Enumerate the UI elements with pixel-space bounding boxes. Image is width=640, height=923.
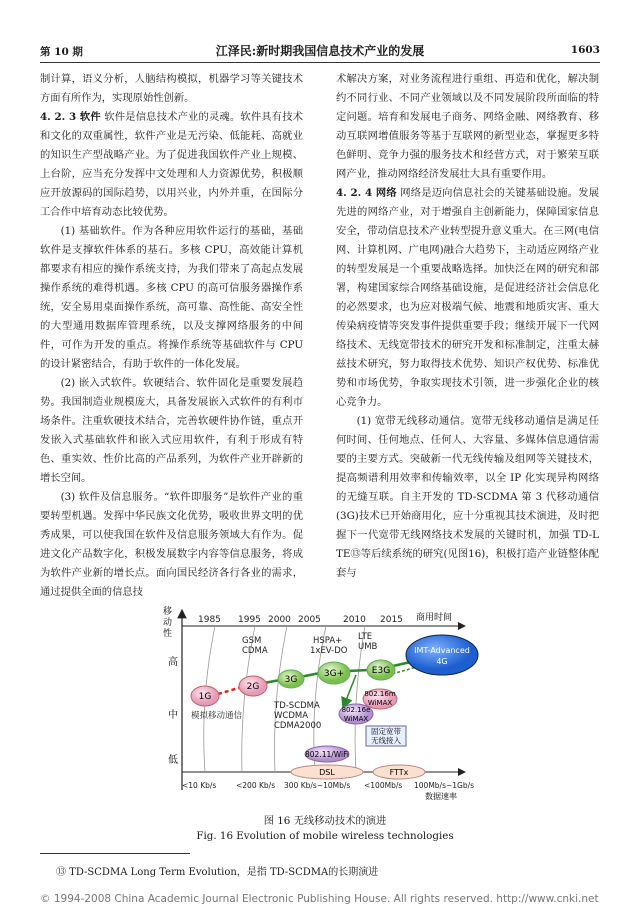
paragraph-text: 网络是迈向信息社会的关键基础设施。发展先进的网络产业，对于增强自主创新能力，保障国家信息安全，带动信息技术产业转型提升意义重大。在三网(电信网、计算机网、广电网)融合大趋势下，主动适应网络产业的转型发展是一个重要战略选择。加快泛在网的研究和部署，构建国家综合网络基础设施，是促进经济社会信息化的必然要求，也为应对极端气候、地震和地质灾害、重大传染病疫情等突发事件提供重要手段；继续开展下一代网络技术、无线宽带技术的研究开发和标准制定，注重太赫兹技术研究，努力取得技术优势、知识产权优势、标准优势和市场优势，争取实现技术引领，进一步强化企业的核心竞争力。 bbox=[336, 187, 599, 408]
evolution-diagram bbox=[160, 600, 490, 805]
svg-text:IMT-Advanced: IMT-Advanced bbox=[414, 646, 470, 655]
node-1g bbox=[191, 686, 219, 706]
svg-text:E3G: E3G bbox=[371, 666, 391, 676]
svg-text:WCDMA: WCDMA bbox=[274, 711, 309, 721]
svg-text:2G: 2G bbox=[246, 682, 260, 692]
level-mid: 中 bbox=[168, 710, 178, 721]
section-paragraph bbox=[336, 184, 599, 412]
svg-text:CDMA2000: CDMA2000 bbox=[274, 721, 322, 731]
paragraph: 术解决方案，对业务流程进行重组、再造和优化，解决制约不同行业、不同产业领域以及不同发展阶段所面临的特定问题。培育和发展电子商务、网络金融、网络教育、移动互联网增值服务等基于互联网的新型业态，掌握更多特色鲜明、竞争力强的服务技术和经营方式，对于繁荣互联网产业，推动网络经济发展壮大具有重要作用。 bbox=[336, 73, 599, 180]
svg-text:移: 移 bbox=[163, 607, 173, 617]
svg-text:FTTx: FTTx bbox=[389, 768, 409, 777]
svg-text:<200 Kb/s: <200 Kb/s bbox=[236, 781, 276, 790]
svg-text:LTE: LTE bbox=[358, 632, 373, 642]
svg-text:HSPA+: HSPA+ bbox=[313, 636, 343, 646]
node-80211-wifi bbox=[305, 746, 349, 762]
paragraph: (2) 嵌入式软件。软硬结合、软件固化是重要发展趋势。我国制造业规模庞大，具备发展嵌入式软件的有利市场条件。注重软硬技术结合，完善软硬件协作链，重点开发嵌入式基础软件和嵌入式应用软件，有利于形成有特色、重实效、性价比高的产品系列，为软件产业开辟新的增长空间。 bbox=[40, 377, 303, 484]
section-heading: 4. 2. 4 网络 bbox=[336, 187, 397, 199]
mobility-axis-title bbox=[163, 605, 172, 639]
running-header bbox=[40, 44, 600, 60]
svg-text:<10 Kb/s: <10 Kb/s bbox=[182, 781, 217, 790]
svg-text:WiMAX: WiMAX bbox=[343, 715, 369, 723]
svg-text:1G: 1G bbox=[198, 692, 212, 702]
svg-text:4G: 4G bbox=[436, 657, 448, 666]
svg-text:性: 性 bbox=[163, 629, 173, 639]
right-column bbox=[336, 70, 599, 583]
node-80216e-wimax bbox=[339, 704, 373, 724]
svg-text:DSL: DSL bbox=[319, 768, 335, 777]
footnote: ⑬ TD-SCDMA Long Term Evolution，是指 TD-SCDMA的长期演进 bbox=[56, 867, 379, 878]
level-high: 高 bbox=[168, 657, 178, 668]
paragraph: (1) 基础软件。作为各种应用软件运行的基础，基础软件是支撑软件体系的基石。多核 CPU，高效能计算机都要求有相应的操作系统支持，为我们带来了高起点发展操作系统的难得机遇。多核 CPU 的高可信服务器操作系统，安全易用桌面操作系统，高可靠、高性能、高安全性的大型通用数据库管理系统，以及支撑网络服务的中间件，可作为开发的重点。将操作系统等基础软件与 CPU 的设计紧密结合，有助于软件的一体化发展。 bbox=[40, 225, 303, 370]
year-labels bbox=[198, 615, 403, 625]
copyright-notice: © 1994-2008 China Academic Journal Electronic Publishing House. All rights reserved. http://www.cnki.net bbox=[40, 893, 599, 905]
mobility-levels bbox=[168, 655, 178, 766]
footnote-rule bbox=[40, 853, 190, 854]
page-number: 1603 bbox=[570, 44, 600, 56]
svg-text:802.11/WiFi: 802.11/WiFi bbox=[305, 750, 349, 759]
node-dsl bbox=[291, 765, 363, 779]
svg-text:GSM: GSM bbox=[242, 636, 262, 646]
svg-text:TD-SCDMA: TD-SCDMA bbox=[274, 701, 320, 711]
svg-text:802.16e: 802.16e bbox=[341, 706, 371, 714]
year-label: 2005 bbox=[298, 615, 321, 625]
node-e3g bbox=[367, 660, 395, 680]
section-paragraph bbox=[40, 108, 303, 222]
node-fixed-broadband-wireless bbox=[366, 726, 406, 746]
paragraph: (1) 宽带无线移动通信。宽带无线移动通信是满足任何时间、任何地点、任何人、大容量、多媒体信息通信需要的主要方式。突破新一代无线传输及组网等关键技术，提高频谱利用效率和传输效率，以全 IP 化实现异构网络的无缝互联。自主开发的 TD-SCDMA 第 3 代移动通信(3G)技术已开始商用化，应十分重视其技术演进，及时把握下一代宽带无线网络技术发展的关键时机，加强 TD-L TE⑬等后续系统的研究(见图16)，积极打造产业链整体配套与 bbox=[336, 415, 599, 579]
time-axis-title: 商用时间 bbox=[416, 613, 453, 623]
year-label: 2000 bbox=[268, 615, 291, 625]
svg-text:UMB: UMB bbox=[358, 642, 378, 652]
svg-text:模拟移动通信: 模拟移动通信 bbox=[191, 711, 243, 721]
paragraph: 制计算，语义分析，人脑结构模拟，机器学习等关键技术方面有所作为，实现原始性创新。 bbox=[40, 73, 303, 104]
svg-text:CDMA: CDMA bbox=[242, 646, 268, 656]
svg-text:固定宽带: 固定宽带 bbox=[371, 727, 401, 736]
svg-text:动: 动 bbox=[163, 618, 173, 628]
paragraph-text: 软件是信息技术产业的灵魂。软件具有技术和文化的双重属性，软件产业是无污染、低能耗、高就业的知识生产型战略产业。为了促进我国软件产业上规模、上台阶，应当充分发挥中文处理和人力资源优势，积极顺应开放源码的国际趋势，以用兴业，内外并重，在国际分工合作中培育动态比较优势。 bbox=[40, 111, 303, 218]
svg-text:802.16m: 802.16m bbox=[364, 690, 396, 698]
year-label: 2015 bbox=[380, 615, 403, 625]
left-column bbox=[40, 70, 303, 602]
svg-text:WiMAX: WiMAX bbox=[367, 699, 393, 707]
figure-caption-en: Fig. 16 Evolution of mobile wireless technologies bbox=[196, 830, 454, 842]
year-label: 2010 bbox=[343, 615, 366, 625]
svg-text:3G: 3G bbox=[284, 675, 298, 685]
figure-16 bbox=[160, 600, 490, 842]
rate-axis-title: 数据速率 bbox=[425, 792, 457, 801]
svg-text:3G+: 3G+ bbox=[323, 669, 345, 679]
svg-text:100Mb/s~1Gb/s: 100Mb/s~1Gb/s bbox=[414, 781, 475, 790]
header-rule bbox=[40, 62, 600, 63]
issue-number: 第 10 期 bbox=[40, 46, 83, 58]
node-fttx bbox=[373, 765, 425, 779]
figure-caption-cn: 图 16 无线移动技术的演进 bbox=[263, 815, 387, 827]
paragraph: (3) 软件及信息服务。“软件即服务”是软件产业的重要转型机遇。发挥中华民族文化优势，吸收世界文明的优秀成果，可以使我国在软件及信息服务领域大有作为。促进文化产品数字化，积极发展数字内容等信息服务，将成为软件产业新的增长点。面向国民经济各行各业的需求，通过提供全面的信息技 bbox=[40, 491, 303, 598]
node-3g-plus bbox=[318, 662, 350, 684]
rate-labels bbox=[182, 781, 474, 790]
year-label: 1995 bbox=[238, 615, 261, 625]
running-title: 江泽民:新时期我国信息技术产业的发展 bbox=[215, 44, 425, 58]
svg-text:<100Mb/s: <100Mb/s bbox=[364, 781, 403, 790]
svg-text:300 Kb/s~10Mb/s: 300 Kb/s~10Mb/s bbox=[284, 781, 351, 790]
level-low: 低 bbox=[168, 755, 178, 766]
node-imt-advanced-4g bbox=[406, 635, 478, 675]
year-label: 1985 bbox=[198, 615, 221, 625]
svg-text:1xEV-DO: 1xEV-DO bbox=[310, 646, 348, 656]
node-3g bbox=[278, 670, 304, 688]
section-heading: 4. 2. 3 软件 bbox=[40, 111, 101, 123]
svg-text:无线接入: 无线接入 bbox=[371, 736, 401, 745]
node-2g bbox=[239, 676, 267, 696]
